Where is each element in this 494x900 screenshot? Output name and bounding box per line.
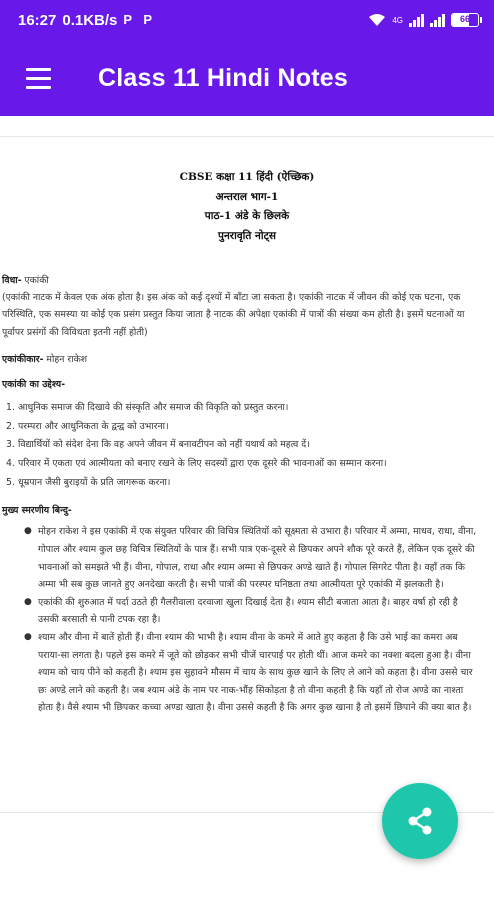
author-label: एकांकीकार- bbox=[2, 353, 44, 365]
point-text: एकांकी की शुरुआत में पर्दा उठते ही गैलरीवाला दरवाजा खुला दिखाई देता है। श्याम सीटी बजाता आता है। बाहर वर्षा हो रही है उसकी बरसाती से पानी टपक रहा है। bbox=[38, 596, 458, 626]
battery-percent: 66 bbox=[459, 14, 470, 24]
list-item: ● श्याम और वीना में बातें होती हैं। वीना श्याम की भाभी है। श्याम वीना के कमरे में आते हुए कहता है कि उसे भाई का कमरा अब पराया-सा लगता है। पहले इस कमरे में जूते को छोड़कर सभी चीजें चारपाई पर होती थीं। आज कमरे का नक्शा बदला हुआ है। वीना श्याम को चाय पीने को कहती है। श्याम इस सुहावने मौसम में चाय के साथ कुछ खाने के लिए ले आने को कहता है। वीना उससे चार छः अण्डे लाने को कहती है। जब श्याम अंडे के नाम पर नाक-भौंह सिकोड़ता है तो वीना कहती है कि यहाँ तो रोज अण्डे का नाश्ता होता है। वैसे श्याम भी छिपकर कच्चा अण्डा खाता है। वीना उससे कहती है कि अगर कुछ खाना है तो इसमें छिपाने की क्या बात है। bbox=[2, 629, 480, 717]
status-speed: 0.1KB/s bbox=[62, 11, 118, 29]
list-item: ● एकांकी की शुरुआत में पर्दा उठते ही गैलरीवाला दरवाजा खुला दिखाई देता है। श्याम सीटी बजाता आता है। बाहर वर्षा हो रही है उसकी बरसाती से पानी टपक रहा है। bbox=[2, 594, 480, 629]
objective-text: विद्यार्थियों को संदेश देना कि वह अपने जीवन में बनावटीपन को नहीं यथार्थ को महत्व दें। bbox=[18, 439, 310, 451]
notes-document bbox=[0, 162, 494, 812]
share-button[interactable] bbox=[382, 783, 458, 859]
objectives-list bbox=[2, 399, 480, 492]
signal-icon bbox=[430, 14, 445, 27]
notification-icon: P bbox=[143, 12, 153, 27]
app-bar bbox=[0, 40, 494, 116]
genre-label: विधा- bbox=[2, 275, 22, 286]
objective-text: परम्परा और आधुनिकता के द्वन्द्व को उभारना। bbox=[18, 420, 169, 432]
network-type: 4G bbox=[392, 15, 403, 25]
divider bbox=[0, 136, 494, 137]
status-left bbox=[18, 12, 157, 29]
document-heading bbox=[0, 162, 494, 246]
document-body bbox=[0, 272, 494, 717]
status-time: 16:27 bbox=[18, 11, 57, 29]
heading-line: अन्तराल भाग-1 bbox=[215, 190, 279, 203]
battery-icon bbox=[451, 13, 482, 27]
point-text: मोहन राकेश ने इस एकांकी में एक संयुक्त परिवार की विचित्र स्थितियों को सूक्ष्मता से उभारा है। परिवार में अम्मा, माधव, राधा, वीना, गोपाल और श्याम कुल छह विचित्र स्थितियों के पात्र हैं। सभी पात्र एक-दूसरे से छिपकर अपने शौक पूरे करते हैं, लेकिन एक दूसरे की भावनाओं को समझते भी हैं। वीना, गोपाल, राधा और श्याम अम्मा से छिपकर अण्डे खाते हैं। गोपाल सिगरेट पीता है। वहाँ तक कि अम्मा भी सब कुछ जानते हुए अनदेखा करती है। सभी पात्रों की परस्पर घनिष्ठता तथा आत्मीयता पूरे एकांकी में झलकती है। bbox=[38, 526, 477, 591]
heading-line: पुनरावृति नोट्स bbox=[218, 229, 276, 242]
author-value: मोहन राकेश bbox=[43, 353, 88, 365]
notification-icon: P bbox=[123, 12, 133, 27]
list-item: 3. विद्यार्थियों को संदेश देना कि वह अपने जीवन में बनावटीपन को नहीं यथार्थ को महत्व दें। bbox=[2, 436, 480, 455]
point-text: श्याम और वीना में बातें होती हैं। वीना श्याम की भाभी है। श्याम वीना के कमरे में आते हुए कहता है कि उसे भाई का कमरा अब पराया-सा लगता है। पहले इस कमरे में जूते को छोड़कर सभी चीजें चारपाई पर होती थीं। आज कमरे का नक्शा बदला हुआ है। वीना श्याम को चाय पीने को कहती है। श्याम इस सुहावने मौसम में चाय के साथ कुछ खाने के लिए ले आने को कहता है। वीना उससे चार छः अण्डे लाने को कहती है। जब श्याम अंडे के नाम पर नाक-भौंह सिकोड़ता है तो वीना कहती है कि यहाँ तो रोज अण्डे का नाश्ता होता है। वैसे श्याम भी छिपकर कच्चा अण्डा खाता है। वीना उससे कहती है कि अगर कुछ खाना है तो इसमें छिपाने की क्या बात है। bbox=[38, 631, 473, 714]
key-points-title: मुख्य स्मरणीय बिन्दु- bbox=[2, 505, 72, 517]
share-icon bbox=[406, 806, 434, 836]
heading-line: CBSE कक्षा 11 हिंदी (ऐच्छिक) bbox=[179, 171, 315, 183]
list-item: 1. आधुनिक समाज की दिखावे की संस्कृति और समाज की विकृति को प्रस्तुत करना। bbox=[2, 399, 480, 418]
list-item: ● मोहन राकेश ने इस एकांकी में एक संयुक्त परिवार की विचित्र स्थितियों को सूक्ष्मता से उभारा है। परिवार में अम्मा, माधव, राधा, वीना, गोपाल और श्याम कुल छह विचित्र स्थितियों के पात्र हैं। सभी पात्र एक-दूसरे से छिपकर अपने शौक पूरे करते हैं, लेकिन एक दूसरे की भावनाओं को समझते भी हैं। वीना, गोपाल, राधा और श्याम अम्मा से छिपकर अण्डे खाते हैं। गोपाल सिगरेट पीता है। वहाँ तक कि अम्मा भी सब कुछ जानते हुए अनदेखा करती है। सभी पात्रों की परस्पर घनिष्ठता तथा आत्मीयता पूरे एकांकी में झलकती है। bbox=[2, 523, 480, 593]
objective-text: धूम्रपान जैसी बुराइयों के प्रति जागरूक करना। bbox=[18, 476, 171, 488]
objectives-title: एकांकी का उद्देश्य- bbox=[2, 379, 66, 391]
wifi-icon bbox=[368, 13, 386, 27]
objective-text: आधुनिक समाज की दिखावे की संस्कृति और समाज की विकृति को प्रस्तुत करना। bbox=[18, 402, 289, 414]
author-line bbox=[2, 351, 480, 368]
list-item: 2. परम्परा और आधुनिकता के द्वन्द्व को उभारना। bbox=[2, 418, 480, 437]
hamburger-menu-icon[interactable] bbox=[0, 40, 80, 116]
app-title: Class 11 Hindi Notes bbox=[98, 63, 348, 92]
objective-text: परिवार में एकता एवं आत्मीयता को बनाए रखने के लिए सदस्यों द्वारा एक दूसरे की भावनाओं का सम्मान करना। bbox=[18, 458, 387, 469]
list-item: 4. परिवार में एकता एवं आत्मीयता को बनाए रखने के लिए सदस्यों द्वारा एक दूसरे की भावनाओं का सम्मान करना। bbox=[2, 455, 480, 474]
status-right bbox=[368, 13, 482, 27]
genre-value: एकांकी bbox=[21, 275, 49, 286]
status-bar bbox=[0, 0, 494, 40]
heading-line: पाठ-1 अंडे के छिलके bbox=[204, 210, 290, 222]
signal-icon bbox=[409, 14, 424, 27]
genre-line bbox=[2, 272, 480, 289]
genre-description: (एकांकी नाटक में केवल एक अंक होता है। इस अंक को कई दृश्यों में बाँटा जा सकता है। एकांकी नाटक में जीवन की कोई एक घटना, एक परिस्थिति, एक समस्या या कोई एक प्रसंग प्रस्तुत किया जाता है नाटक की अपेक्षा एकांकी में पात्रों की संख्या कम होती है। इसमें घटनाओं या पूर्वापर प्रसंगों की विविधता इतनी नहीं होती) bbox=[2, 292, 465, 338]
key-points-list bbox=[2, 523, 480, 717]
list-item: 5. धूम्रपान जैसी बुराइयों के प्रति जागरूक करना। bbox=[2, 474, 480, 493]
